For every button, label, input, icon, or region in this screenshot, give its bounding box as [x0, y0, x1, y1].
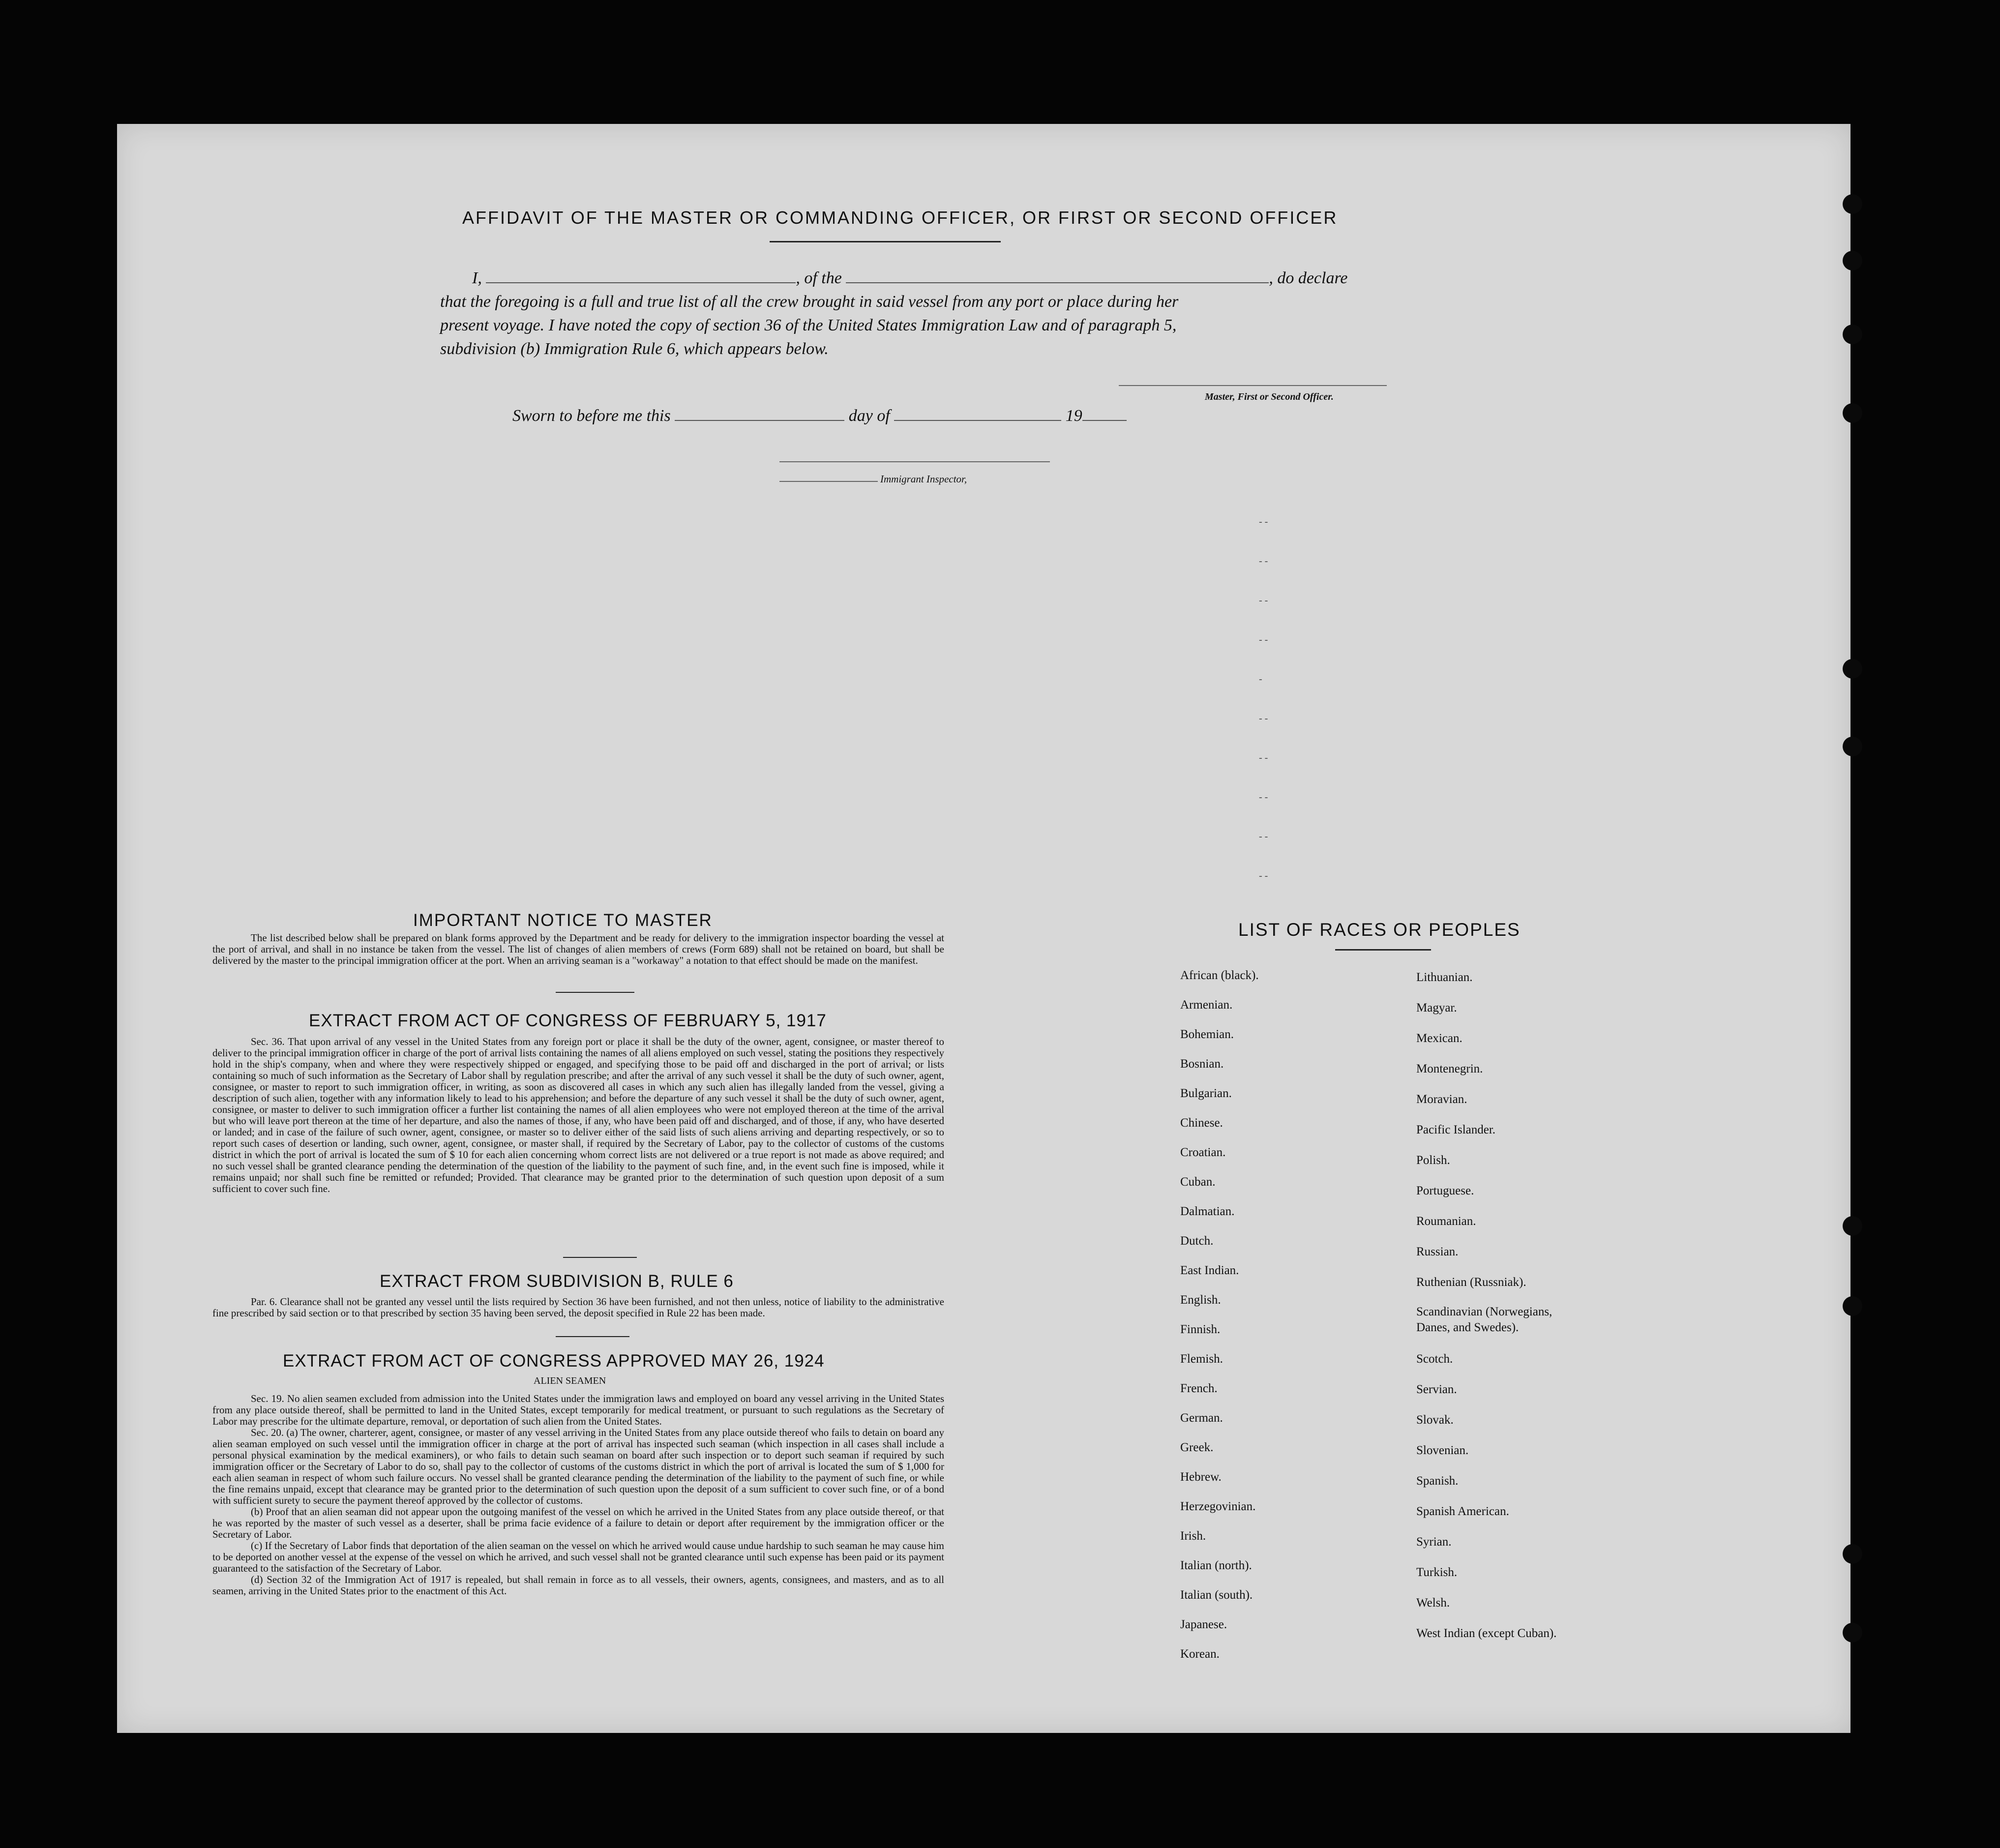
extract-1924-paragraph: (c) If the Secretary of Labor finds that deportation of the alien seaman on the vessel on which he arrived would cause undue hardship to such seaman he may cause him to be deported on another vessel at the expense of the vessel on which he arrived, and such vessel shall not be granted clearance until such expense has been paid or its payment guaranteed to the satisfaction of the Secretary of Labor.: [212, 1540, 944, 1574]
race-item: Flemish.: [1180, 1352, 1223, 1366]
signature-label: Master, First or Second Officer.: [1205, 391, 1334, 402]
race-item: Roumanian.: [1416, 1215, 1476, 1228]
declaration-line-2: that the foregoing is a full and true list of all the crew brought in said vessel from any port or place during her: [440, 293, 1179, 311]
sworn-year: 19: [1065, 407, 1082, 425]
sworn-month-field[interactable]: [894, 405, 1061, 421]
dash-mark: - -: [1259, 870, 1268, 881]
race-item: Slovak.: [1416, 1413, 1454, 1427]
extract-1924-block: [212, 1393, 944, 1597]
race-item: Montenegrin.: [1416, 1062, 1483, 1075]
race-item: Slovenian.: [1416, 1444, 1469, 1457]
rule6-text: Par. 6. Clearance shall not be granted any vessel until the lists required by Section 36 have been furnished, and not then unless, notice of liability to the administrative fine prescribed by said section or to that prescribed by section 35 having been served, the deposit specified in Rule 22 has been made.: [212, 1296, 944, 1319]
declaration-end: , do declare: [1269, 269, 1348, 287]
race-item: Scotch.: [1416, 1352, 1453, 1366]
race-item: Servian.: [1416, 1383, 1457, 1396]
race-item: East Indian.: [1180, 1264, 1239, 1277]
race-item: Greek.: [1180, 1441, 1214, 1454]
declaration-start: I,: [472, 269, 482, 287]
dash-mark: - -: [1259, 792, 1268, 803]
race-item: Mexican.: [1416, 1032, 1463, 1045]
notice-text-block: [212, 932, 944, 966]
race-item: Bulgarian.: [1180, 1087, 1232, 1100]
dash-mark: - -: [1259, 556, 1268, 566]
inspector-signature-line[interactable]: [779, 461, 1050, 462]
binder-hole: [1843, 1296, 1862, 1316]
signature-line[interactable]: [1119, 385, 1387, 386]
sworn-start: Sworn to before me this: [512, 407, 671, 425]
notice-title: IMPORTANT NOTICE TO MASTER: [413, 911, 713, 930]
dash-mark: - -: [1259, 516, 1268, 527]
race-item: Spanish American.: [1416, 1505, 1509, 1518]
section-rule: [556, 1336, 629, 1337]
race-item: Armenian.: [1180, 998, 1233, 1012]
race-item: Spanish.: [1416, 1474, 1459, 1488]
race-item: West Indian (except Cuban).: [1416, 1627, 1557, 1640]
race-item: Scandinavian (Norwegians, Danes, and Swedes).: [1416, 1305, 1552, 1334]
race-item: Dutch.: [1180, 1234, 1214, 1248]
race-item: Japanese.: [1180, 1618, 1227, 1631]
rule6-block: [212, 1296, 944, 1319]
extract-1917-title: EXTRACT FROM ACT OF CONGRESS OF FEBRUARY 5, 1917: [309, 1011, 827, 1030]
binder-hole: [1843, 1544, 1862, 1564]
race-item: Bohemian.: [1180, 1028, 1234, 1041]
notice-text: The list described below shall be prepared on blank forms approved by the Department and be ready for delivery to the immigration inspector boarding the vessel at the port of arrival, and shall in no instance be taken from the vessel. The list of changes of alien members of crews (Form 689) shall not be retained on board, but shall be delivered by the master to the principal immigration officer at the port. When an arriving seaman is a "workaway" a notation to that effect should be made on the manifest.: [212, 932, 944, 966]
binder-hole: [1843, 1623, 1862, 1642]
sworn-year-field[interactable]: [1082, 405, 1127, 421]
race-item: German.: [1180, 1411, 1223, 1425]
race-item: Dalmatian.: [1180, 1205, 1235, 1218]
extract-1924-paragraph: (b) Proof that an alien seaman did not appear upon the outgoing manifest of the vessel on which he arrived in the United States from any place outside thereof, or that he was reported by the master of such vessel as a deserter, shall be prima facie evidence of a failure to detain or deport after requirement by the immigration officer or the Secretary of Labor.: [212, 1506, 944, 1540]
race-item: Pacific Islander.: [1416, 1123, 1496, 1136]
race-item: Turkish.: [1416, 1566, 1458, 1579]
race-item: Bosnian.: [1180, 1057, 1224, 1071]
affidavit-title: AFFIDAVIT OF THE MASTER OR COMMANDING OFFICER, OR FIRST OR SECOND OFFICER: [462, 208, 1338, 228]
extract-1924-paragraph: (d) Section 32 of the Immigration Act of 1917 is repealed, but shall remain in force as to all vessels, their owners, agents, consignees, and masters, and as to all seamen, arriving in the United States prior to the enactment of this Act.: [212, 1574, 944, 1597]
race-item: Welsh.: [1416, 1596, 1450, 1610]
binder-hole: [1843, 251, 1862, 270]
race-item: English.: [1180, 1293, 1221, 1307]
race-item: Herzegovinian.: [1180, 1500, 1256, 1513]
race-item: Portuguese.: [1416, 1184, 1474, 1197]
dash-mark: - -: [1259, 752, 1268, 763]
race-item: Finnish.: [1180, 1323, 1221, 1336]
race-item: Syrian.: [1416, 1535, 1452, 1549]
section-rule: [563, 1257, 637, 1258]
binder-hole: [1843, 737, 1862, 756]
declaration-mid: , of the: [796, 269, 842, 287]
extract-1924-subtitle: ALIEN SEAMEN: [534, 1375, 606, 1386]
vessel-field[interactable]: [846, 268, 1269, 283]
race-item: Moravian.: [1416, 1093, 1467, 1106]
race-item: Ruthenian (Russniak).: [1416, 1276, 1526, 1289]
race-item: Italian (south).: [1180, 1588, 1253, 1602]
race-item: Chinese.: [1180, 1116, 1223, 1130]
binder-hole: [1843, 659, 1862, 679]
race-item: Cuban.: [1180, 1175, 1216, 1189]
declaration-line-3: present voyage. I have noted the copy of section 36 of the United States Immigration Law and of paragraph 5,: [440, 316, 1177, 334]
inspector-label: Immigrant Inspector,: [880, 473, 967, 485]
sworn-line: [512, 404, 1127, 428]
extract-1917-text: Sec. 36. That upon arrival of any vessel in the United States from any foreign port or place it shall be the duty of the owner, agent, consignee, or master thereof to deliver to the principal immigration officer in charge of the port of arrival lists containing the names of all aliens employed on such vessel, stating the positions they respectively hold in the ship's company, when and where they were respectively shipped or engaged, and specifying those to be paid off and discharged in the port of arrival; or lists containing so much of such information as the Secretary of Labor shall by regulation prescribe; and after the arrival of any such vessel it shall be the duty of such owner, agent, consignee, or master to report to such immigration officer, in writing, as soon as discovered all cases in which any such alien has illegally landed from the vessel, giving a description of such alien, together with any information likely to lead to his apprehension; and before the departure of any such vessel it shall be the duty of such owner, agent, consignee, or master to deliver to such immigration officer a further list containing the names of all alien employees who were not employed thereon at the time of the arrival but who will leave port thereon at the time of her departure, and also the names of those, if any, who have been paid off and discharged, and of those, if any, who have deserted or landed; and in case of the failure of such owner, agent, consignee, or master so to deliver either of the said lists of such aliens arriving and departing respectively, or so to report such cases of desertion or landing, such owner, agent, consignee, or master shall, if required by the Secretary of Labor, pay to the collector of customs of the customs district in which the port of arrival is located the sum of $ 10 for each alien concerning whom correct lists are not delivered or a true report is not made as above required; and no such vessel shall be granted clearance pending the determination of the question of the liability to the payment of such fine, and, in the event such fine is imposed, while it remains unpaid; nor shall such fine be remitted or refunded; Provided. That clearance may be granted prior to the determination of such question upon deposit of a sum sufficient to cover such fine.: [212, 1036, 944, 1194]
dash-mark: - -: [1259, 634, 1268, 645]
race-item: Italian (north).: [1180, 1559, 1252, 1572]
extract-1924-title: EXTRACT FROM ACT OF CONGRESS APPROVED MAY 26, 1924: [283, 1351, 825, 1371]
race-item: African (black).: [1180, 969, 1259, 982]
extract-1917-block: [212, 1036, 944, 1194]
extract-1924-paragraph: Sec. 20. (a) The owner, charterer, agent, consignee, or master of any vessel arriving in the United States from any place outside thereof who fails to detain on board any alien seaman employed on such vessel until the immigration officer in charge at the port of arrival has inspected such seaman (which inspection in all cases shall include a personal physical examination by the medical examiners), or who fails to detain such seaman on board after such inspection or to deport such seaman if required by such immigration officer or the Secretary of Labor to do so, shall pay to the collector of customs of the customs district in which the port of arrival is located the sum of $ 1,000 for each alien seaman in respect of whom such failure occurs. No vessel shall be granted clearance pending the determination of the liability to the payment of such fine, or while the fine remains unpaid, except that clearance may be granted prior to the determination of such question upon the deposit of a sum sufficient to cover such fine, or of a bond with sufficient surety to secure the payment thereof approved by the collector of customs.: [212, 1427, 944, 1506]
race-item: Polish.: [1416, 1154, 1450, 1167]
section-rule: [556, 992, 634, 993]
races-title-underline: [1335, 949, 1431, 951]
extract-1924-paragraph: Sec. 19. No alien seamen excluded from admission into the United States under the immigration laws and employed on board any vessel arriving in the United States from any place outside thereof, shall be permitted to land in the United States, except temporarily for medical treatment, or pursuant to such regulations as the Secretary of Labor may prescribe for the ultimate departure, removal, or deportation of such alien from the United States.: [212, 1393, 944, 1427]
rule6-title: EXTRACT FROM SUBDIVISION B, RULE 6: [380, 1272, 734, 1291]
dash-mark: - -: [1259, 831, 1268, 842]
binder-hole: [1843, 325, 1862, 344]
sworn-day-of: day of: [848, 407, 890, 425]
name-field[interactable]: [486, 268, 796, 283]
binder-hole: [1843, 194, 1862, 214]
race-item: Magyar.: [1416, 1001, 1457, 1014]
declaration-line-4: subdivision (b) Immigration Rule 6, which appears below.: [440, 340, 829, 358]
inspector-line-short: [779, 481, 878, 482]
affidavit-declaration: [440, 267, 1392, 361]
race-item: Croatian.: [1180, 1146, 1226, 1159]
title-underline: [770, 241, 1001, 242]
race-item: Lithuanian.: [1416, 971, 1473, 984]
race-item: Russian.: [1416, 1245, 1459, 1258]
race-item: Irish.: [1180, 1529, 1206, 1543]
race-item: Korean.: [1180, 1647, 1220, 1661]
sworn-day-field[interactable]: [675, 405, 844, 421]
dash-mark: - -: [1259, 595, 1268, 606]
race-item: French.: [1180, 1382, 1218, 1395]
dash-mark: -: [1259, 674, 1262, 685]
binder-hole: [1843, 1216, 1862, 1236]
races-title: LIST OF RACES OR PEOPLES: [1238, 920, 1521, 940]
race-item: Hebrew.: [1180, 1470, 1222, 1484]
dash-mark: - -: [1259, 713, 1268, 724]
binder-hole: [1843, 403, 1862, 423]
